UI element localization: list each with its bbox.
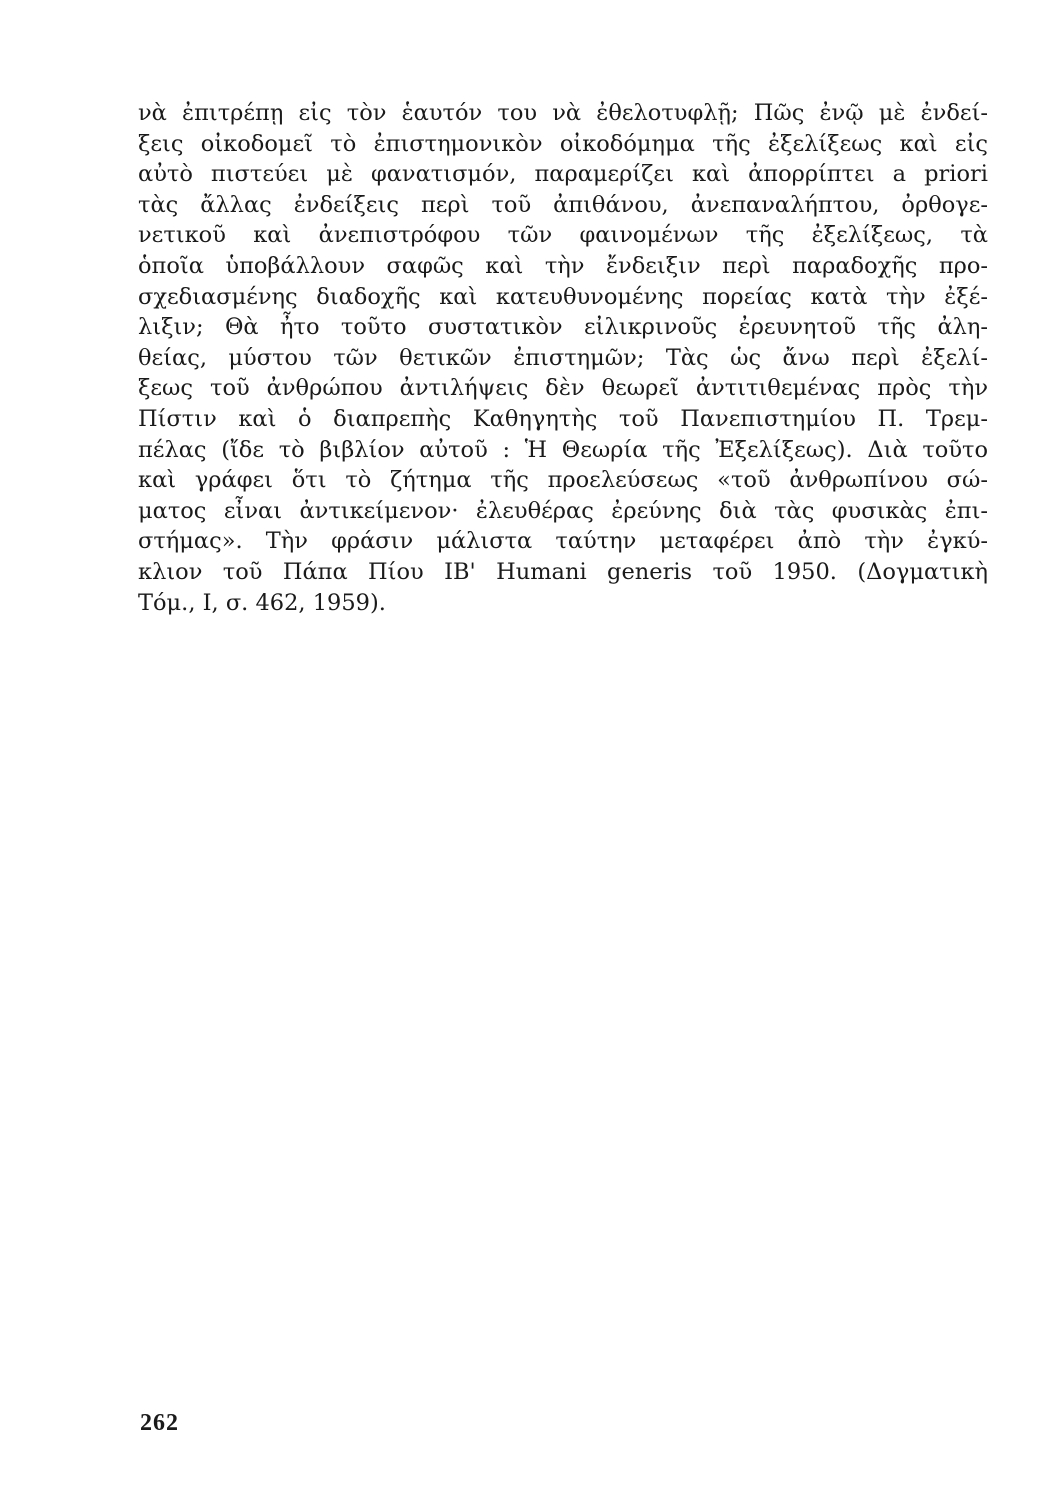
text-line: ξεις οἰκοδομεῖ τὸ ἐπιστημονικὸν οἰκοδόμημα τῆς ἐξελίξεως καὶ εἰς [138, 130, 988, 157]
text-line: λιξιν; Θὰ ἦτο τοῦτο συστατικὸν εἰλικρινοῦς ἐρευνητοῦ τῆς ἀλη- [138, 314, 988, 341]
text-line: νὰ ἐπιτρέπῃ εἰς τὸν ἑαυτόν του νὰ ἐθελοτυφλῇ; Πῶς ἐνῷ μὲ ἐνδεί- [138, 100, 988, 126]
body-text [138, 98, 988, 618]
text-line: πέλας (ἴδε τὸ βιβλίον αὐτοῦ : Ἡ Θεωρία τῆς Ἐξελίξεως). Διὰ τοῦτο [138, 436, 988, 463]
text-line: αὐτὸ πιστεύει μὲ φανατισμόν, παραμερίζει καὶ ἀπορρίπτει a priori [138, 161, 988, 188]
text-line: ματος εἶναι ἀντικείμενον· ἐλευθέρας ἐρεύνης διὰ τὰς φυσικὰς ἐπι- [138, 497, 988, 524]
text-line-last: Τόμ., Ι, σ. 462, 1959). [138, 589, 386, 616]
text-line: τὰς ἄλλας ἐνδείξεις περὶ τοῦ ἀπιθάνου, ἀνεπαναλήπτου, ὀρθογε- [138, 191, 988, 218]
page-number: 262 [140, 1410, 179, 1436]
text-line: καὶ γράφει ὅτι τὸ ζήτημα τῆς προελεύσεως «τοῦ ἀνθρωπίνου σώ- [138, 467, 988, 494]
text-line: ὁποῖα ὑποβάλλουν σαφῶς καὶ τὴν ἔνδειξιν περὶ παραδοχῆς προ- [138, 252, 988, 279]
text-line: στήμας». Τὴν φράσιν μάλιστα ταύτην μεταφέρει ἀπὸ τὴν ἐγκύ- [138, 528, 988, 555]
text-line: κλιον τοῦ Πάπα Πίου ΙΒ' Humani generis τοῦ 1950. (Δογματικὴ [138, 558, 988, 585]
text-line: Πίστιν καὶ ὁ διαπρεπὴς Καθηγητὴς τοῦ Πανεπιστημίου Π. Τρεμ- [138, 405, 988, 432]
text-line: σχεδιασμένης διαδοχῆς καὶ κατευθυνομένης πορείας κατὰ τὴν ἐξέ- [138, 283, 988, 310]
text-line: ξεως τοῦ ἀνθρώπου ἀντιλήψεις δὲν θεωρεῖ ἀντιτιθεμένας πρὸς τὴν [138, 375, 988, 402]
text-line: θείας, μύστου τῶν θετικῶν ἐπιστημῶν; Τὰς ὡς ἄνω περὶ ἐξελί- [138, 344, 988, 371]
text-line: νετικοῦ καὶ ἀνεπιστρόφου τῶν φαινομένων τῆς ἐξελίξεως, τὰ [138, 222, 988, 249]
